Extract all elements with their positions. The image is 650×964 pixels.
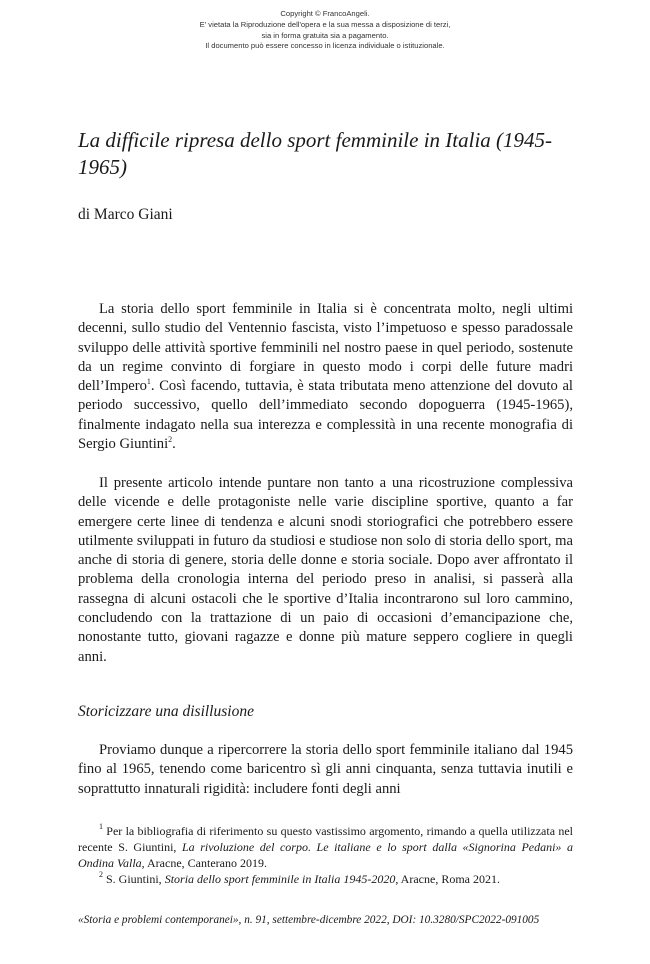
footnote bbox=[78, 871, 573, 887]
paragraph-text: La storia dello sport femminile in Italia si è concentrata molto, negli ultimi decenni, sullo studio del Ventennio fascista, visto l’impetuoso e spesso paradossale sviluppo delle attività sportive femminili nel nostro paese in quel periodo, sostenute da un regime convinto di forgiare in questo modo i corpi delle future madri dell’Impero bbox=[78, 301, 573, 395]
footnote-number: 1 bbox=[99, 822, 103, 831]
copyright-notice bbox=[0, 9, 650, 52]
copyright-line: E' vietata la Riproduzione dell'opera e la sua messa a disposizione di terzi, bbox=[199, 19, 451, 29]
journal-citation: «Storia e problemi contemporanei», n. 91, settembre-dicembre 2022, DOI: 10.3280/SPC2022-091005 bbox=[78, 914, 540, 926]
body-paragraph: Proviamo dunque a ripercorrere la storia dello sport femminile italiano dal 1945 fino al 1965, tenendo come baricentro sì gli anni cinquanta, senza tuttavia inutili e soprattutto innaturali rigidità: includere fonti degli anni bbox=[78, 742, 573, 797]
footnote-ref[interactable]: 2 bbox=[168, 435, 173, 445]
footnote-text: Per la bibliografia di riferimento su questo vastissimo argomento, rimando a quella utilizzata nel recente S. Giuntini, bbox=[78, 824, 573, 854]
footnote-text: S. Giuntini, bbox=[103, 872, 165, 886]
paragraph-text: . Così facendo, tuttavia, è stata tributata meno attenzione del dovuto al periodo successivo, quello dell’immediato secondo dopoguerra (1945-1965), finalmente indagato nella sua interezza e complessità in una recente monografia di Sergio Giuntini bbox=[78, 378, 573, 453]
footnote bbox=[78, 823, 573, 871]
footnote-text: , Aracne, Roma 2021. bbox=[395, 872, 500, 886]
article-author: di Marco Giani bbox=[78, 206, 173, 223]
article-title: La difficile ripresa dello sport femminile in Italia (1945-1965) bbox=[78, 128, 553, 179]
footnote-number: 2 bbox=[99, 870, 103, 879]
copyright-line: sia in forma gratuita sia a pagamento. bbox=[261, 30, 389, 40]
footnote-book-title: La rivoluzione del corpo. Le italiane e lo sport dalla «Signorina Pedani» a Ondina Valla bbox=[78, 840, 573, 870]
body-paragraph bbox=[78, 300, 573, 454]
paragraph-text: . bbox=[172, 436, 176, 453]
footnote-text: , Aracne, Canterano 2019. bbox=[141, 856, 267, 870]
footnote-book-title: Storia dello sport femminile in Italia 1945-2020 bbox=[164, 872, 396, 886]
footnote-ref[interactable]: 1 bbox=[146, 377, 151, 387]
body-paragraph: Il presente articolo intende puntare non tanto a una ricostruzione complessiva delle vicende e delle protagoniste nelle varie discipline sportive, quanto a far emergere certe linee di tendenza e alcuni snodi storiografici che potrebbero essere utilmente sviluppati in futuro da studiosi e studiose non solo di storia dello sport, ma anche di storia di genere, storia delle donne e storia sociale. Dopo aver affrontato il problema della cronologia interna del periodo preso in analisi, si passerà alla rassegna di alcuni ostacoli che le sportive d’Italia incontrarono sul loro cammino, concludendo con la trattazione di un paio di occasioni d’emancipazione che, nonostante tutto, giovani ragazze e donne più mature seppero cogliere in quegli anni. bbox=[78, 475, 573, 665]
copyright-line: Copyright © FrancoAngeli. bbox=[280, 9, 370, 18]
section-heading: Storicizzare una disillusione bbox=[78, 703, 254, 720]
copyright-line: Il documento può essere concesso in licenza individuale o istituzionale. bbox=[205, 41, 445, 51]
